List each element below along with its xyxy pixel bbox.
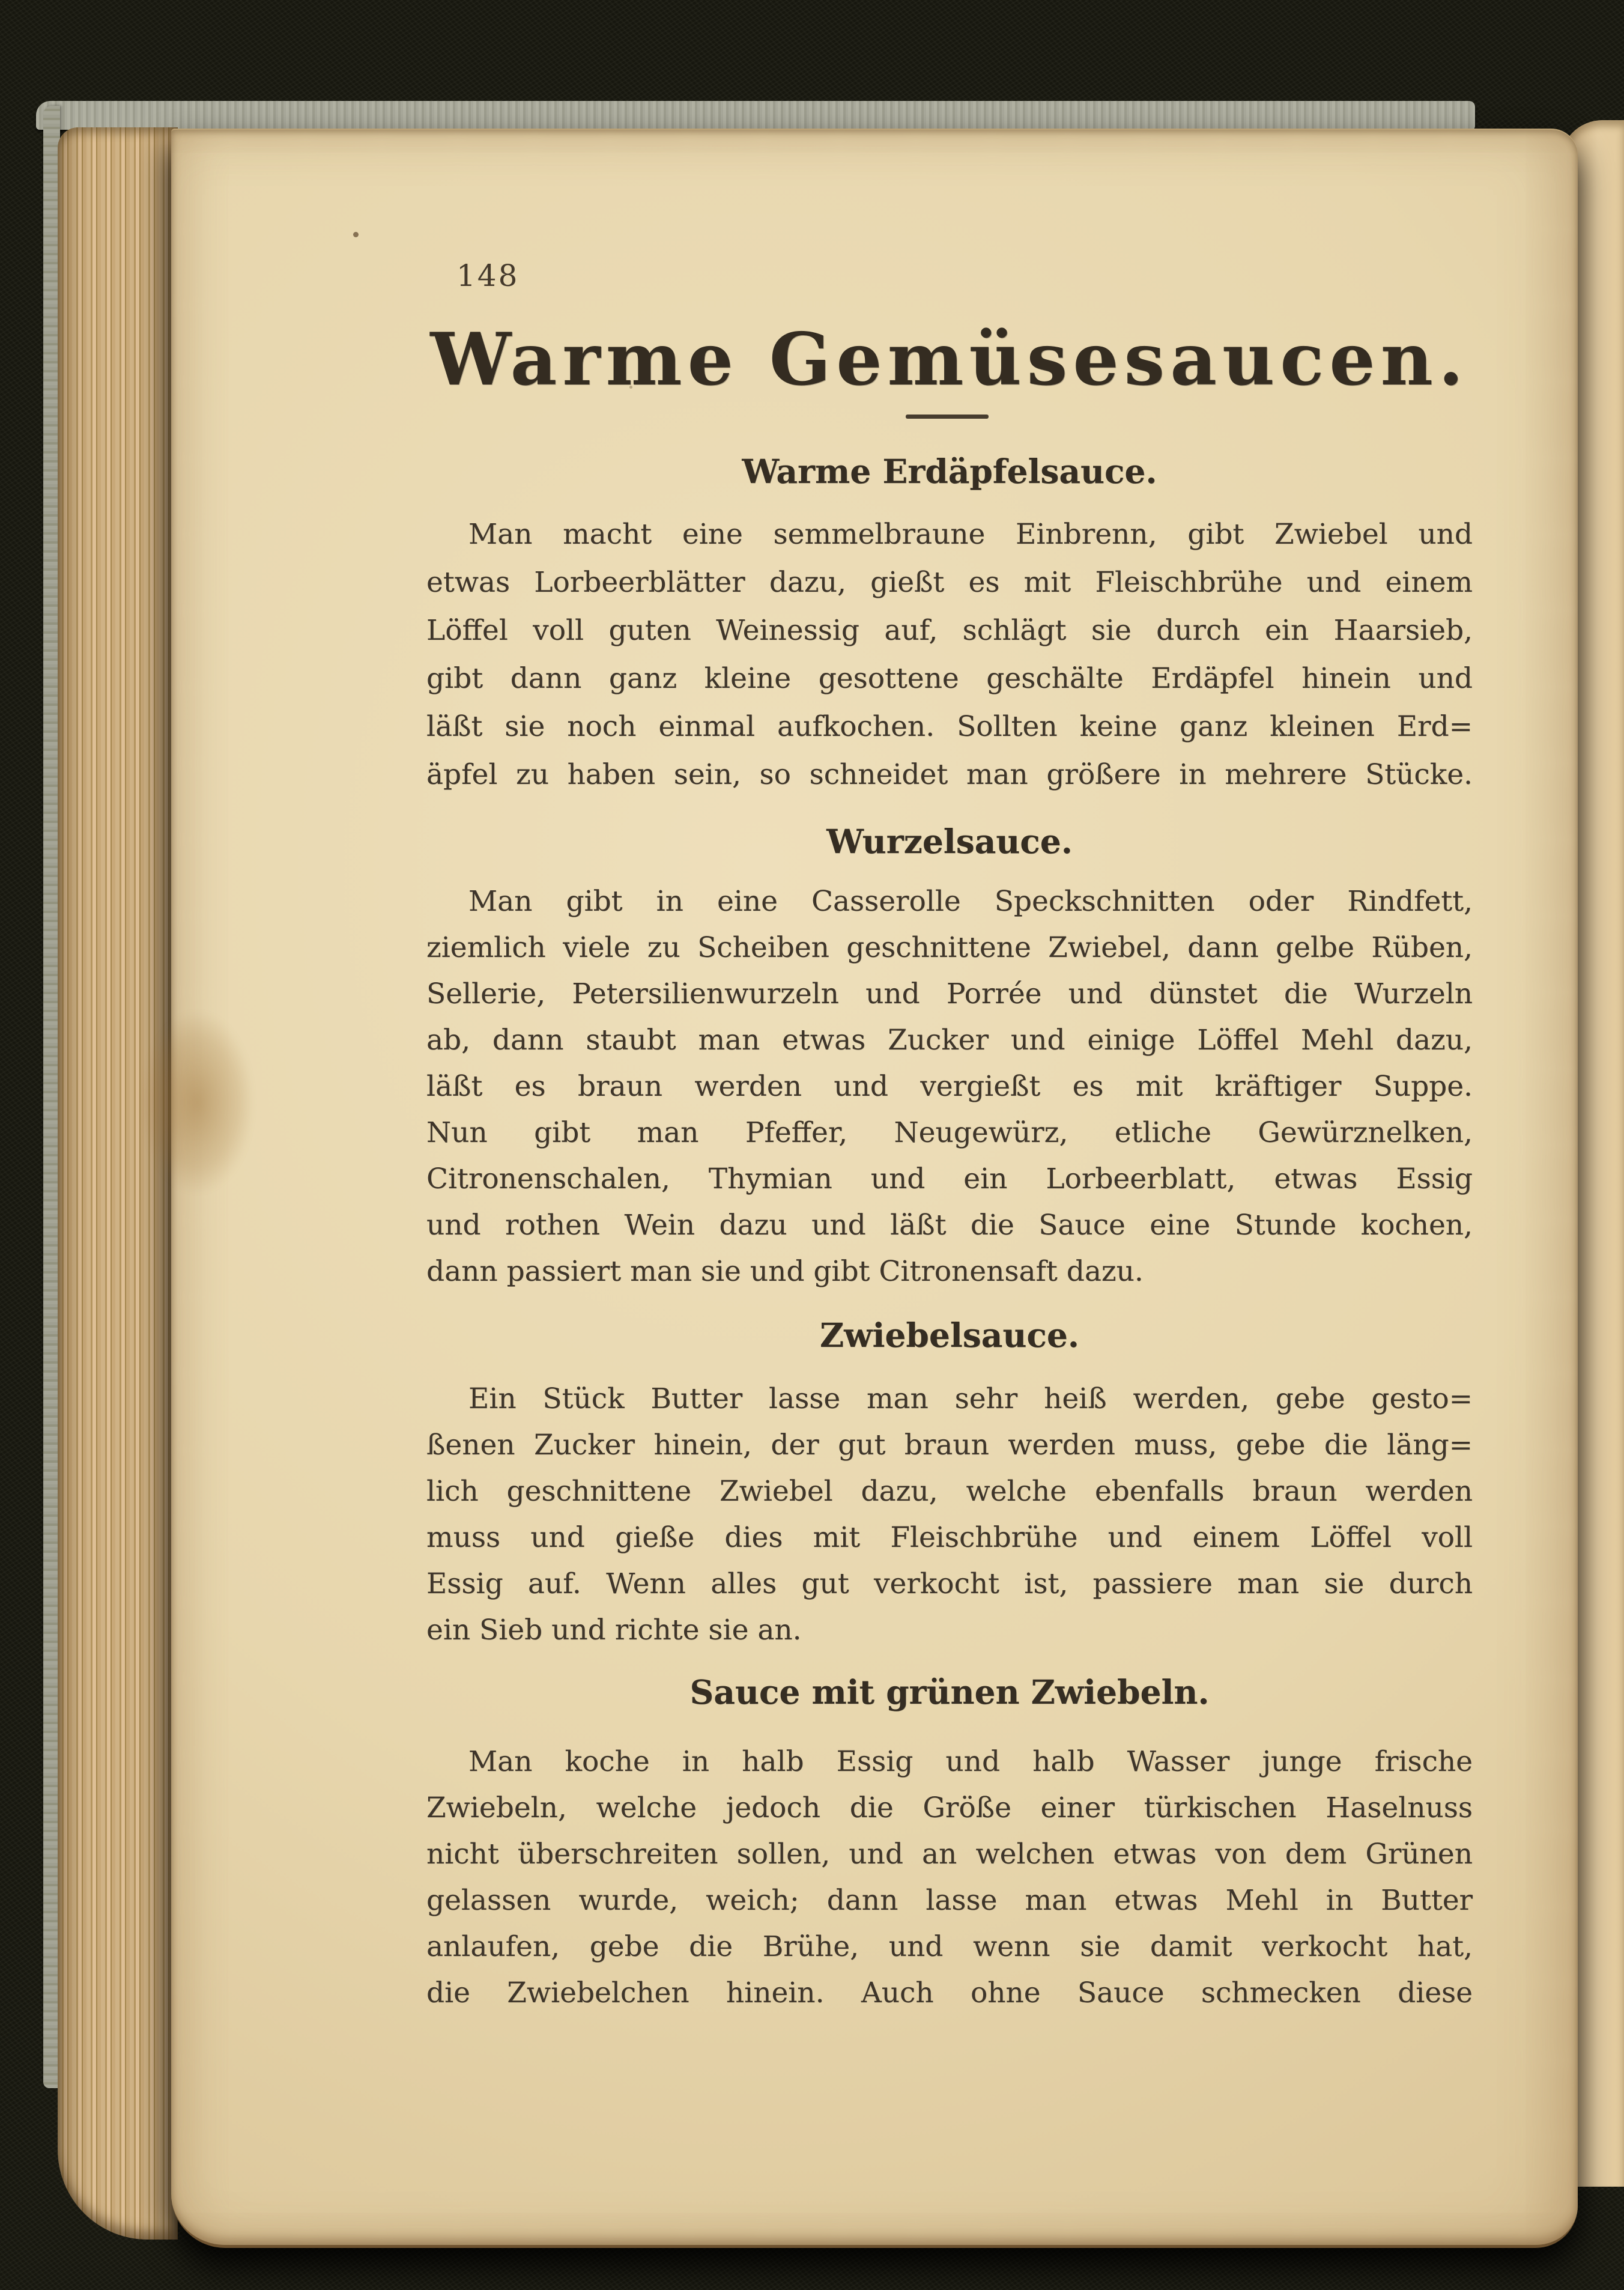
chapter-title: Warme Gemüsesaucen. [430,317,1469,402]
section-divider-rule [906,415,989,419]
text-line: und rothen Wein dazu und läßt die Sauce eine Stunde kochen, [426,1209,1473,1242]
text-line: nicht überschreiten sollen, und an welchen etwas von dem Grünen [426,1838,1473,1871]
text-line: läßt es braun werden und vergießt es mit kräftiger Suppe. [426,1070,1473,1103]
recipe-paragraph [426,878,1473,1295]
text-line: ßenen Zucker hinein, der gut braun werden muss, gebe die läng= [426,1429,1473,1462]
text-line: Citronenschalen, Thymian und ein Lorbeerblatt, etwas Essig [426,1162,1473,1195]
text-line: anlaufen, gebe die Brühe, und wenn sie damit verkocht hat, [426,1930,1473,1963]
text-line: Löffel voll guten Weinessig auf, schlägt sie durch ein Haarsieb, [426,614,1473,647]
text-line: die Zwiebelchen hinein. Auch ohne Sauce schmecken diese [426,1976,1473,2009]
recipe-paragraph [426,1739,1473,2016]
text-line: Sellerie, Petersilienwurzeln und Porrée und dünstet die Wurzeln [426,977,1473,1010]
text-line: Man macht eine semmelbraune Einbrenn, gibt Zwiebel und [468,518,1473,551]
text-line: ab, dann staubt man etwas Zucker und einige Löffel Mehl dazu, [426,1024,1473,1057]
text-line: gibt dann ganz kleine gesottene geschälte Erdäpfel hinein und [426,662,1473,695]
text-line: dann passiert man sie und gibt Citronensaft dazu. [426,1255,1144,1288]
text-line: muss und gieße dies mit Fleischbrühe und einem Löffel voll [426,1521,1473,1554]
recipe-heading-sauce-mit-gruenen-zwiebeln: Sauce mit grünen Zwiebeln. [689,1672,1210,1711]
text-line: Man koche in halb Essig und halb Wasser junge frische [468,1745,1473,1778]
text-line: läßt sie noch einmal aufkochen. Sollten keine ganz kleinen Erd= [426,710,1473,743]
text-line: ein Sieb und richte sie an. [426,1614,802,1647]
text-line: lich geschnittene Zwiebel dazu, welche ebenfalls braun werden [426,1475,1473,1508]
text-line: Ein Stück Butter lasse man sehr heiß werden, gebe gesto= [468,1382,1473,1415]
text-line: ziemlich viele zu Scheiben geschnittene Zwiebel, dann gelbe Rüben, [426,931,1473,964]
recipe-paragraph [426,511,1473,799]
recipe-heading-wurzelsauce: Wurzelsauce. [826,822,1073,861]
text-line: gelassen wurde, weich; dann lasse man etwas Mehl in Butter [426,1884,1473,1917]
text-line: äpfel zu haben sein, so schneidet man größere in mehrere Stücke. [426,758,1473,791]
page-number: 148 [456,258,520,293]
text-line: etwas Lorbeerblätter dazu, gießt es mit Fleischbrühe und einem [426,566,1473,599]
text-line: Zwiebeln, welche jedoch die Größe einer türkischen Haselnuss [426,1791,1473,1824]
recipe-paragraph [426,1376,1473,1653]
text-line: Man gibt in eine Casserolle Speckschnitten oder Rindfett, [468,885,1473,918]
text-line: Nun gibt man Pfeffer, Neugewürz, etliche Gewürznelken, [426,1116,1473,1149]
text-line: Essig auf. Wenn alles gut verkocht ist, passiere man sie durch [426,1567,1473,1600]
recipe-heading-warme-erdaepfelsauce: Warme Erdäpfelsauce. [742,452,1157,491]
recipe-heading-zwiebelsauce: Zwiebelsauce. [820,1316,1079,1355]
